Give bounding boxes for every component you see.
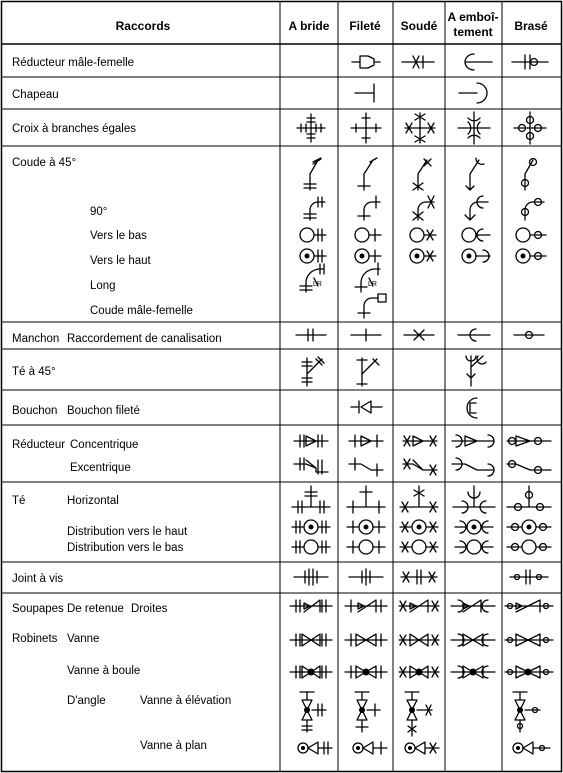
symbol-vanne-boule-bride	[290, 666, 332, 678]
symbol-reducteur-mf-filete	[352, 56, 380, 68]
symbol-te-horizontal-bride	[292, 486, 330, 513]
symbol-angle-elevation-bride	[300, 692, 326, 732]
symbol-vanne-boule-emboitement	[451, 666, 495, 678]
label-excentrique: Excentrique	[70, 462, 131, 474]
symbol-retenue-filete	[345, 600, 387, 612]
symbol-retenue-emboitement	[451, 600, 495, 612]
symbol-vanne-boule-brase	[505, 666, 553, 678]
symbol-plan-brase	[513, 742, 550, 754]
symbol-bouchon-filete	[351, 401, 382, 413]
symbol-distrib-haut-emboitement	[455, 520, 493, 534]
symbol-te45-filete	[357, 358, 379, 386]
label-bouchon: Bouchon	[12, 405, 58, 417]
symbol-excentrique-emboitement	[452, 458, 494, 476]
symbol-retenue-brase	[505, 600, 553, 612]
symbol-coude90-soude	[413, 196, 434, 220]
symbol-concentrique-brase	[507, 436, 551, 446]
label-coude-45: Coude à 45°	[12, 157, 77, 169]
symbol-joint-vis-filete	[349, 569, 383, 585]
symbols	[290, 54, 553, 754]
label-raccordement-canalisation: Raccordement de canalisation	[67, 333, 222, 345]
symbol-manchon-bride	[296, 329, 326, 341]
label-vanne-a-plan: Vanne à plan	[140, 740, 207, 752]
label-distribution-bas: Distribution vers le bas	[67, 542, 184, 554]
symbol-chapeau-emboitement	[459, 83, 487, 103]
symbol-vanne-bride	[290, 634, 332, 646]
symbol-vanne-boule-filete	[345, 666, 387, 678]
header-soude: Soudé	[400, 19, 438, 33]
label-reducteur-male-femelle: Réducteur mâle-femelle	[12, 57, 135, 69]
symbol-vers-haut-brase	[516, 249, 546, 263]
symbol-coude45-emboitement	[466, 158, 484, 190]
symbol-vanne-filete	[345, 634, 387, 646]
symbol-coude90-bride	[304, 197, 325, 220]
symbol-coude90-emboitement	[465, 196, 488, 220]
row-labels	[12, 57, 231, 752]
label-robinets: Robinets	[12, 633, 58, 645]
label-horizontal: Horizontal	[67, 495, 119, 507]
label-chapeau: Chapeau	[12, 89, 59, 101]
label-droites: Droites	[131, 603, 168, 615]
symbol-vers-haut-filete	[355, 249, 381, 263]
symbol-joint-vis-brase	[510, 570, 548, 584]
label-bouchon-filete: Bouchon fileté	[67, 405, 140, 417]
symbol-reducteur-mf-emboitement	[465, 54, 492, 70]
symbol-croix-soude	[405, 113, 435, 143]
svg-text:LR: LR	[313, 281, 322, 288]
label-reducteur: Réducteur	[12, 439, 66, 451]
symbol-angle-elevation-brase	[513, 692, 540, 732]
symbol-plan-soude	[405, 742, 439, 754]
symbol-coude45-soude	[413, 159, 431, 190]
label-vers-le-bas: Vers le bas	[90, 230, 147, 242]
symbol-reducteur-mf-brase	[512, 55, 548, 69]
label-distribution-haut: Distribution vers le haut	[67, 526, 188, 538]
label-manchon: Manchon	[12, 333, 60, 345]
symbol-concentrique-filete	[349, 435, 383, 447]
header-emboitement-1: A emboî-	[447, 10, 499, 24]
symbol-vers-bas-brase	[516, 228, 546, 242]
symbol-excentrique-bride	[294, 458, 328, 474]
symbol-long-filete	[355, 263, 380, 292]
header-emboitement-2: tement	[453, 25, 493, 39]
symbol-vers-bas-soude	[410, 228, 436, 242]
header-brase: Brasé	[514, 19, 548, 33]
symbol-coude45-bride	[304, 158, 321, 190]
symbol-distrib-haut-filete	[347, 520, 385, 534]
symbol-plan-bride	[298, 742, 332, 754]
symbol-distrib-haut-soude	[400, 520, 438, 534]
svg-text:LR: LR	[368, 281, 377, 288]
symbol-vers-bas-emboitement	[462, 228, 490, 242]
symbol-croix-brase	[514, 112, 546, 144]
symbol-croix-emboitement	[458, 112, 490, 144]
symbol-angle-elevation-soude	[405, 692, 432, 736]
symbol-vers-haut-emboitement	[462, 249, 490, 263]
symbol-vanne-soude	[399, 634, 439, 646]
symbol-distrib-haut-brase	[507, 520, 551, 534]
symbol-te-horizontal-filete	[347, 486, 385, 513]
symbol-concentrique-emboitement	[452, 435, 494, 447]
symbol-vers-haut-soude	[410, 249, 436, 263]
symbol-angle-elevation-filete	[355, 692, 380, 732]
symbol-vers-haut-bride	[300, 249, 326, 263]
symbol-distrib-bas-brase	[507, 540, 551, 554]
symbol-joint-vis-bride	[294, 569, 328, 585]
header-raccords: Raccords	[115, 19, 171, 33]
symbol-chapeau-filete	[355, 84, 374, 102]
symbol-coude90-brase	[522, 199, 545, 221]
symbol-croix-bride	[297, 114, 325, 142]
table-grid	[2, 2, 562, 772]
symbol-excentrique-soude	[403, 459, 437, 475]
symbol-distrib-bas-emboitement	[455, 540, 493, 554]
label-concentrique: Concentrique	[70, 439, 139, 451]
symbol-vanne-boule-soude	[399, 666, 439, 678]
symbol-bouchon-emboitement	[467, 398, 477, 418]
symbol-distrib-bas-bride	[292, 540, 330, 554]
symbol-joint-vis-soude	[401, 570, 437, 584]
label-coude-90: 90°	[90, 206, 108, 218]
symbol-vanne-emboitement	[451, 634, 495, 646]
symbol-concentrique-soude	[403, 436, 437, 446]
symbol-retenue-soude	[399, 600, 439, 612]
symbol-manchon-soude	[404, 330, 434, 340]
symbol-te-horizontal-emboitement	[453, 486, 495, 513]
label-vanne-elevation: Vanne à élévation	[140, 695, 232, 707]
symbol-excentrique-brase	[507, 461, 551, 474]
label-d-angle: D'angle	[67, 695, 106, 707]
label-vers-le-haut: Vers le haut	[90, 255, 151, 267]
symbol-coude90-filete	[358, 196, 380, 220]
symbol-distrib-bas-soude	[400, 540, 438, 554]
symbol-reducteur-mf-soude	[402, 56, 434, 68]
symbol-manchon-emboitement	[458, 329, 490, 341]
symbol-vanne-brase	[505, 634, 553, 646]
symbol-te45-emboitement	[466, 356, 486, 386]
symbol-te-horizontal-brase	[507, 486, 551, 511]
symbol-coude45-filete	[358, 158, 377, 190]
symbol-te-horizontal-soude	[400, 486, 438, 512]
symbol-long-bride	[300, 264, 324, 292]
label-joint-a-vis: Joint à vis	[12, 573, 64, 585]
label-de-retenue: De retenue	[67, 603, 124, 615]
symbol-manchon-brase	[514, 332, 544, 339]
symbol-coude45-brase	[522, 159, 537, 191]
label-soupapes: Soupapes	[12, 603, 64, 615]
header-row	[116, 10, 548, 39]
symbol-croix-filete	[351, 113, 381, 143]
label-te: Té	[12, 495, 26, 507]
label-croix: Croix à branches égales	[12, 123, 137, 135]
symbol-plan-filete	[353, 742, 387, 754]
label-te-45: Té à 45°	[12, 366, 56, 378]
symbol-vers-bas-filete	[355, 228, 381, 242]
symbol-vers-bas-bride	[300, 228, 326, 242]
label-coude-male-femelle: Coude mâle-femelle	[90, 305, 193, 317]
header-a-bride: A bride	[288, 19, 330, 33]
header-filete: Fileté	[349, 19, 381, 33]
symbol-manchon-filete	[351, 329, 381, 341]
symbol-distrib-bas-filete	[347, 540, 385, 554]
symbol-te45-bride	[302, 357, 324, 386]
symbol-concentrique-bride	[294, 435, 328, 447]
symbol-coude-mf-filete	[358, 294, 386, 318]
symbol-excentrique-filete	[349, 458, 383, 476]
label-vanne-a-boule: Vanne à boule	[67, 665, 141, 677]
symbol-distrib-haut-bride	[292, 520, 330, 534]
label-vanne: Vanne	[67, 633, 100, 645]
symbol-retenue-bride	[290, 600, 332, 612]
label-long: Long	[90, 280, 116, 292]
